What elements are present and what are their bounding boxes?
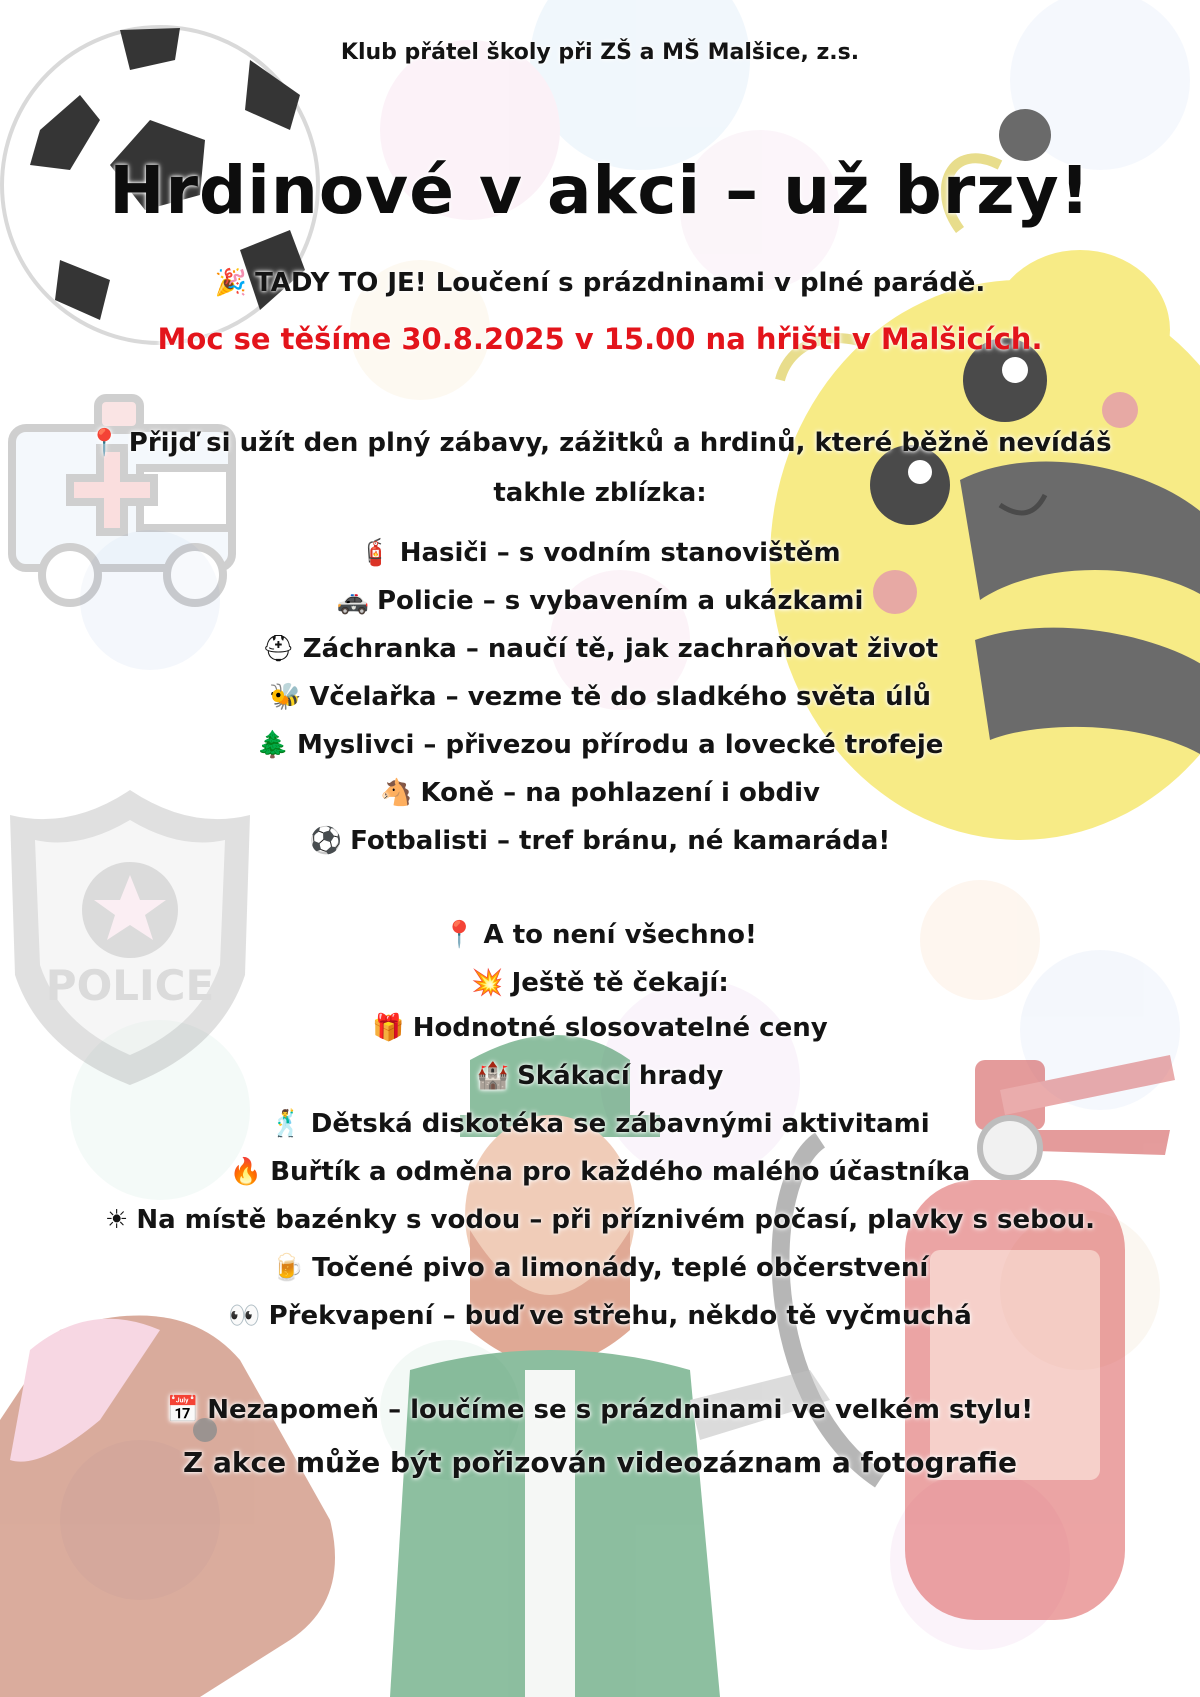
dancer-icon: 🕺 [270,1109,303,1139]
calendar-icon: 📅 [166,1395,200,1425]
awaits-heading [0,968,1200,998]
explosion-icon: 💥 [471,968,504,998]
awaits-heading-text: Ještě tě čekají: [511,968,729,998]
invite-line-2: takhle zblízka: [493,478,707,508]
extra-item-text: Na místě bazénky s vodou – při příznivém počasí, plavky s sebou. [136,1205,1095,1235]
hero-item [0,682,1200,712]
horse-icon: 🐴 [380,778,413,808]
hero-item-text: Koně – na pohlazení i obdiv [420,778,820,808]
eyes-icon: 👀 [228,1301,261,1331]
intro-text: TADY TO JE! Loučení s prázdninami v plné parádě. [255,268,986,298]
hero-item-text: Včelařka – vezme tě do sladkého světa úlů [309,682,932,712]
extra-item [0,1109,1200,1139]
police-car-icon: 🚓 [336,586,369,616]
hero-item [0,730,1200,760]
extra-item [0,1013,1200,1043]
hero-item-text: Policie – s vybavením a ukázkami [376,586,864,616]
extra-item [0,1301,1200,1331]
intro-line [0,268,1200,298]
party-popper-icon: 🎉 [214,268,248,298]
hero-item [0,826,1200,856]
hero-item [0,778,1200,808]
extra-item [0,1061,1200,1091]
extra-item-text: Točené pivo a limonády, teplé občerstvení [312,1253,929,1283]
soccer-ball-icon: ⚽ [309,826,343,856]
more-heading [0,920,1200,950]
extra-item-text: Skákací hrady [517,1061,724,1091]
hero-item-text: Hasiči – s vodním stanovištěm [399,538,841,568]
hero-item [0,586,1200,616]
fire-extinguisher-icon: 🧯 [359,538,392,568]
hero-item-text: Záchranka – naučí tě, jak zachraňovat život [302,634,939,664]
extra-item [0,1205,1200,1235]
hero-item [0,634,1200,664]
more-heading-text: A to není všechno! [483,920,757,950]
gift-icon: 🎁 [372,1013,405,1043]
hero-item [0,538,1200,568]
extra-item-text: Dětská diskotéka se zábavnými aktivitami [310,1109,930,1139]
extra-item [0,1157,1200,1187]
invite-text-1: Přijď si užít den plný zábavy, zážitků a hrdinů, které běžně nevídáš [128,428,1112,458]
poster-title: Hrdinové v akci – už brzy! [109,152,1091,229]
sun-icon: ☀ [105,1205,129,1235]
svg-text:POLICE: POLICE [45,961,215,1010]
extra-item-text: Buřtík a odměna pro každého malého účastníka [270,1157,971,1187]
pushpin-icon: 📍 [88,428,121,458]
rescue-helmet-icon: ⛑ [261,634,295,664]
tree-icon: 🌲 [256,730,289,760]
club-name: Klub přátel školy při ZŠ a MŠ Malšice, z.s. [340,40,860,65]
extra-item-text: Překvapení – buď ve střehu, někdo tě vyčmuchá [268,1301,972,1331]
reminder-line [0,1395,1200,1425]
hero-item-text: Fotbalisti – tref bránu, né kamaráda! [350,826,891,856]
bee-icon: 🐝 [268,682,302,712]
fire-icon: 🔥 [229,1157,263,1187]
beer-mug-icon: 🍺 [271,1253,305,1283]
pin-icon: 📍 [443,920,476,950]
invite-line-1 [50,428,1150,458]
extra-item-text: Hodnotné slosovatelné ceny [412,1013,828,1043]
recording-notice: Z akce může být pořizován videozáznam a fotografie [182,1446,1018,1479]
reminder-text: Nezapomeň – loučíme se s prázdninami ve velkém stylu! [207,1395,1034,1425]
hero-item-text: Myslivci – přivezou přírodu a lovecké trofeje [296,730,944,760]
event-date-line: Moc se těšíme 30.8.2025 v 15.00 na hřišti v Malšicích. [157,322,1043,356]
castle-icon: 🏰 [476,1061,510,1091]
extra-item [0,1253,1200,1283]
